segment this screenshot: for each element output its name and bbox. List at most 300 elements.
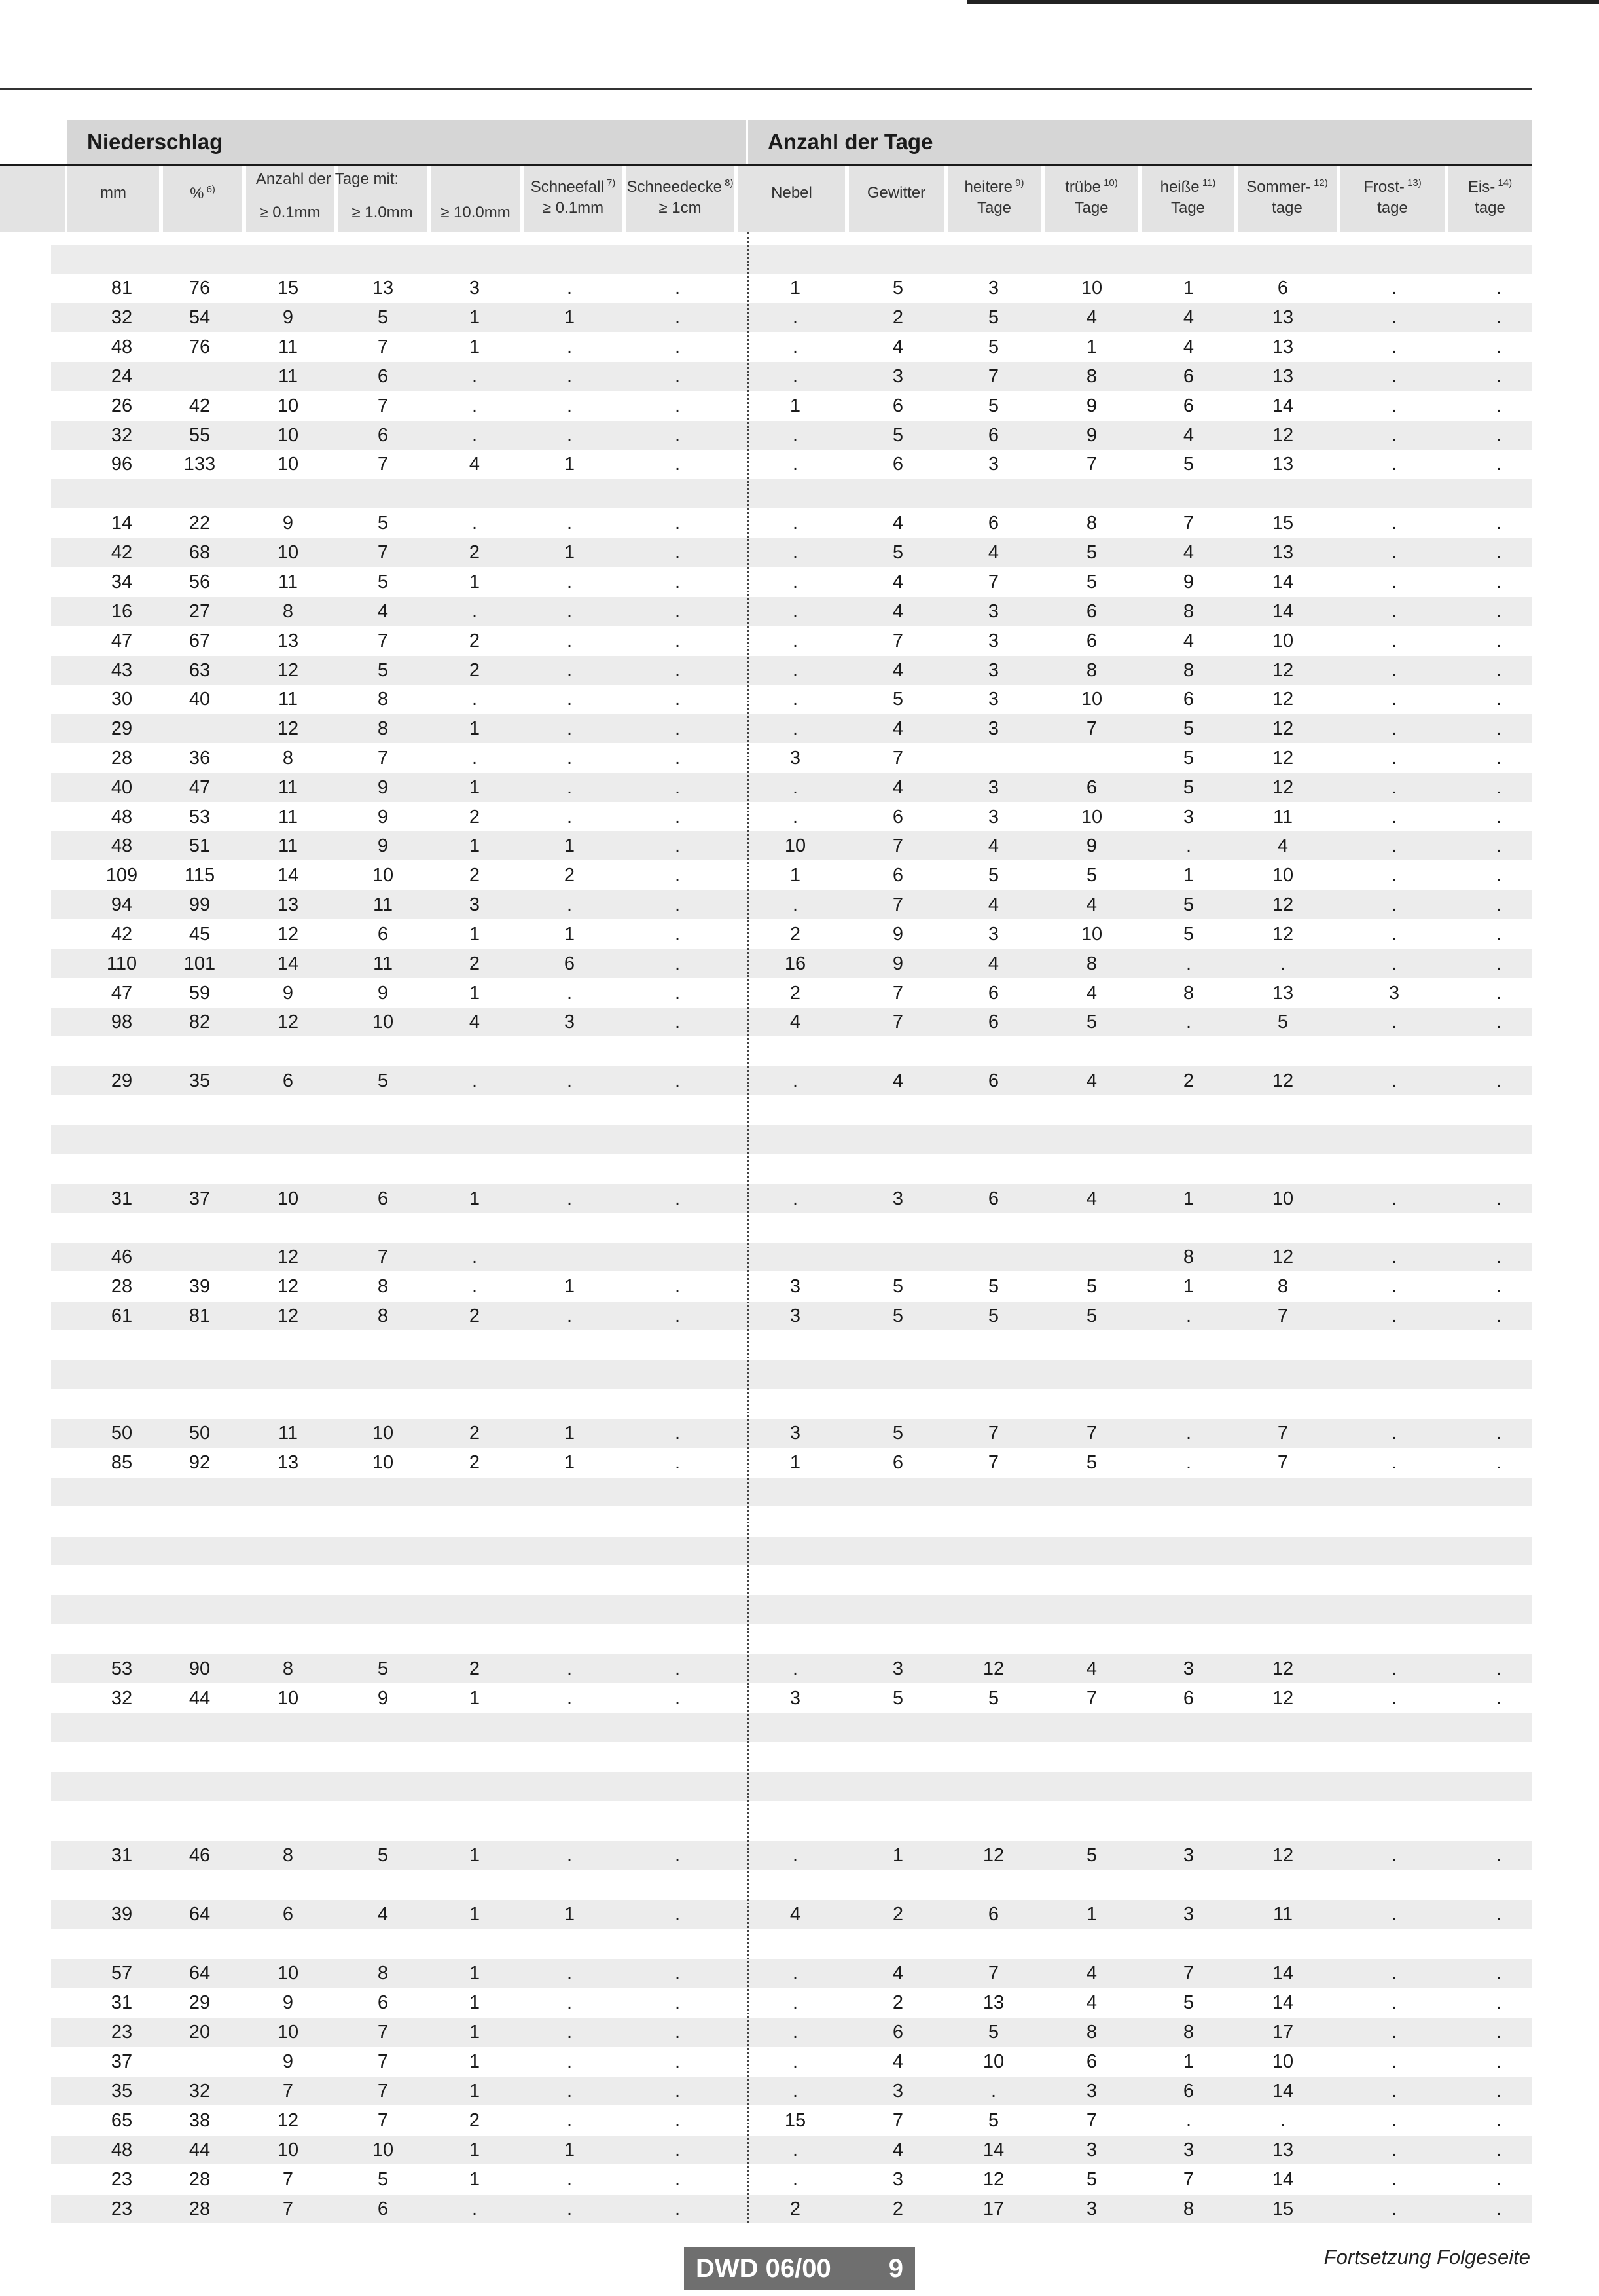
table-cell: 4 xyxy=(892,337,904,357)
table-cell: 1 xyxy=(1183,2051,1195,2072)
table-cell xyxy=(1046,1155,1138,1184)
table-cell xyxy=(1345,1929,1443,1958)
table-cell: 9 xyxy=(377,983,389,1004)
table-cell: 9 xyxy=(1086,395,1098,416)
table-cell: 6 xyxy=(377,924,389,945)
table-cell: 2 xyxy=(892,2198,904,2219)
table-cell: . xyxy=(792,630,799,651)
table-cell xyxy=(1345,1155,1443,1184)
table-cell xyxy=(849,1037,947,1066)
table-cell xyxy=(1046,1214,1138,1243)
table-cell: . xyxy=(566,1688,573,1709)
table-cell: 1 xyxy=(564,1452,575,1473)
table-row xyxy=(51,1302,1532,1330)
table-cell: 12 xyxy=(1272,748,1294,769)
table-cell xyxy=(337,1096,429,1125)
table-cell: 3 xyxy=(892,2081,904,2102)
table-cell xyxy=(1345,1037,1443,1066)
page-number: 9 xyxy=(888,2254,903,2283)
table-cell xyxy=(242,1096,334,1125)
table-cell: . xyxy=(1391,718,1397,739)
table-cell: 34 xyxy=(111,572,133,592)
table-cell: 94 xyxy=(111,894,133,915)
table-cell: . xyxy=(1280,953,1286,974)
table-cell: 53 xyxy=(111,1658,133,1679)
table-cell xyxy=(1234,1625,1332,1654)
table-cell xyxy=(82,1802,161,1831)
table-cell: 23 xyxy=(111,2022,133,2043)
table-cell: 10 xyxy=(277,454,299,475)
table-cell: 5 xyxy=(892,425,904,446)
table-cell xyxy=(624,1155,732,1184)
table-cell xyxy=(520,1566,619,1595)
table-cell: 12 xyxy=(982,1845,1005,1866)
table-cell: . xyxy=(1496,454,1502,475)
table-cell xyxy=(1234,1713,1332,1742)
table-cell: . xyxy=(674,395,681,416)
table-cell: 1 xyxy=(564,1423,575,1444)
table-cell: 14 xyxy=(277,865,299,886)
table-cell: . xyxy=(674,1070,681,1091)
table-cell xyxy=(1143,1713,1234,1742)
table-cell: 47 xyxy=(111,630,133,651)
table-cell xyxy=(749,1125,841,1154)
table-cell: 6 xyxy=(377,1188,389,1209)
table-cell: . xyxy=(674,983,681,1004)
table-cell: . xyxy=(566,601,573,622)
table-cell xyxy=(242,1595,334,1624)
table-cell xyxy=(337,1625,429,1654)
table-cell xyxy=(849,1243,947,1271)
table-cell: 5 xyxy=(1277,1011,1289,1032)
table-cell: . xyxy=(566,807,573,828)
table-cell xyxy=(1143,1096,1234,1125)
table-cell xyxy=(242,1478,334,1506)
table-cell xyxy=(624,1125,732,1154)
table-cell: . xyxy=(566,1070,573,1091)
table-cell: . xyxy=(471,689,478,710)
table-cell: 15 xyxy=(277,278,299,299)
table-cell xyxy=(624,479,732,508)
table-cell: . xyxy=(1496,748,1502,769)
table-cell xyxy=(1143,1537,1234,1565)
table-cell xyxy=(946,1037,1041,1066)
table-cell xyxy=(1046,1507,1138,1536)
table-cell: 2 xyxy=(789,924,801,945)
table-cell: 110 xyxy=(106,953,137,974)
table-cell: 7 xyxy=(892,748,904,769)
table-cell xyxy=(749,1566,841,1595)
table-row xyxy=(51,744,1532,773)
table-cell: 47 xyxy=(189,777,211,798)
table-cell: 8 xyxy=(377,1276,389,1297)
table-cell: . xyxy=(1391,630,1397,651)
table-cell xyxy=(242,1537,334,1565)
table-cell xyxy=(749,479,841,508)
table-cell: 5 xyxy=(892,1305,904,1326)
table-cell xyxy=(1143,1625,1234,1654)
table-cell xyxy=(1046,1743,1138,1772)
table-cell: 12 xyxy=(1272,777,1294,798)
table-cell: 39 xyxy=(189,1276,211,1297)
table-cell: 5 xyxy=(1183,924,1195,945)
table-cell: 7 xyxy=(1086,454,1098,475)
table-cell xyxy=(162,1802,238,1831)
table-cell: 3 xyxy=(892,1188,904,1209)
table-cell: . xyxy=(1496,601,1502,622)
table-cell: 10 xyxy=(372,1011,394,1032)
table-cell xyxy=(1234,1507,1332,1536)
table-cell xyxy=(1143,245,1234,274)
table-cell: 8 xyxy=(1183,2198,1195,2219)
table-cell xyxy=(1234,1537,1332,1565)
table-cell xyxy=(242,1802,334,1831)
table-cell: 9 xyxy=(1183,572,1195,592)
table-cell xyxy=(82,479,161,508)
table-cell xyxy=(624,1537,732,1565)
table-cell: . xyxy=(674,425,681,446)
table-cell: 5 xyxy=(377,572,389,592)
table-cell: 13 xyxy=(1272,366,1294,387)
table-cell xyxy=(946,1802,1041,1831)
table-cell: . xyxy=(1391,366,1397,387)
table-cell: 6 xyxy=(1086,777,1098,798)
table-cell xyxy=(1046,1360,1138,1389)
table-cell: . xyxy=(566,660,573,681)
table-cell xyxy=(749,1507,841,1536)
table-cell: 5 xyxy=(1183,718,1195,739)
table-cell: . xyxy=(792,307,799,328)
table-row xyxy=(51,303,1532,332)
table-cell: . xyxy=(674,2051,681,2072)
table-cell: 63 xyxy=(189,660,211,681)
table-cell xyxy=(1046,245,1138,274)
table-cell: . xyxy=(1391,513,1397,534)
table-cell: . xyxy=(566,425,573,446)
table-cell xyxy=(1143,1566,1234,1595)
table-cell xyxy=(427,1802,522,1831)
table-cell: . xyxy=(1496,689,1502,710)
table-cell: 13 xyxy=(277,1452,299,1473)
table-cell: 3 xyxy=(988,718,999,739)
table-cell: 5 xyxy=(1086,1011,1098,1032)
table-cell xyxy=(1453,1037,1545,1066)
table-cell: 5 xyxy=(377,2169,389,2190)
table-cell: 12 xyxy=(277,660,299,681)
table-cell: 1 xyxy=(469,2081,480,2102)
table-cell: . xyxy=(1496,660,1502,681)
table-cell xyxy=(946,1360,1041,1389)
table-cell: 4 xyxy=(1086,1188,1098,1209)
table-cell: . xyxy=(674,542,681,563)
table-cell: 90 xyxy=(189,1658,211,1679)
table-cell: . xyxy=(1496,307,1502,328)
table-cell xyxy=(427,1360,522,1389)
table-cell: . xyxy=(566,894,573,915)
table-cell xyxy=(749,1743,841,1772)
table-cell xyxy=(1046,1478,1138,1506)
table-cell: . xyxy=(566,337,573,357)
table-cell: 76 xyxy=(189,337,211,357)
table-cell: . xyxy=(566,2081,573,2102)
table-cell: . xyxy=(674,835,681,856)
table-cell: 10 xyxy=(1081,807,1103,828)
table-cell: . xyxy=(1391,953,1397,974)
table-cell: 5 xyxy=(988,1688,999,1709)
table-cell: 42 xyxy=(111,924,133,945)
table-cell: 5 xyxy=(988,395,999,416)
table-cell: 65 xyxy=(111,2110,133,2131)
table-cell: . xyxy=(1391,2169,1397,2190)
table-cell xyxy=(82,1360,161,1389)
table-cell: . xyxy=(1391,1423,1397,1444)
table-cell: . xyxy=(674,2169,681,2190)
table-cell xyxy=(242,1214,334,1243)
table-cell: 14 xyxy=(1272,2169,1294,2190)
table-cell: 6 xyxy=(988,983,999,1004)
table-cell: 1 xyxy=(1183,1188,1195,1209)
table-cell xyxy=(1345,1595,1443,1624)
table-cell: 7 xyxy=(892,2110,904,2131)
table-cell: . xyxy=(566,1658,573,1679)
table-cell xyxy=(1143,1802,1234,1831)
table-cell: 4 xyxy=(1086,983,1098,1004)
publication-code: DWD 06/00 xyxy=(696,2254,831,2283)
table-cell: 5 xyxy=(377,660,389,681)
table-cell: 15 xyxy=(1272,2198,1294,2219)
table-cell: . xyxy=(674,2140,681,2160)
table-cell: 3 xyxy=(892,1658,904,1679)
table-cell: 8 xyxy=(1183,601,1195,622)
header-rule xyxy=(0,88,1532,90)
table-cell: . xyxy=(471,395,478,416)
table-cell: 8 xyxy=(1086,366,1098,387)
table-cell xyxy=(427,1037,522,1066)
table-cell: 9 xyxy=(282,1992,294,2013)
table-cell xyxy=(82,1625,161,1654)
table-row xyxy=(51,1008,1532,1036)
table-cell: . xyxy=(1391,2198,1397,2219)
table-cell: 109 xyxy=(105,865,138,886)
table-cell: 28 xyxy=(111,1276,133,1297)
table-cell xyxy=(1345,479,1443,508)
table-cell xyxy=(749,1929,841,1958)
table-cell: 9 xyxy=(1086,835,1098,856)
table-cell: . xyxy=(1391,454,1397,475)
table-cell xyxy=(849,1331,947,1360)
table-cell xyxy=(624,1566,732,1595)
table-cell xyxy=(242,1507,334,1536)
table-cell: . xyxy=(1496,777,1502,798)
table-row xyxy=(51,685,1532,714)
column-header-10: heitere $^{9)}$ Tage xyxy=(948,166,1041,232)
table-cell xyxy=(242,1743,334,1772)
table-cell xyxy=(520,479,619,508)
left-margin-shade xyxy=(0,166,65,232)
table-cell: 5 xyxy=(377,307,389,328)
table-cell: . xyxy=(674,1904,681,1925)
table-cell: 4 xyxy=(1086,307,1098,328)
table-row xyxy=(51,773,1532,802)
table-cell: 13 xyxy=(277,630,299,651)
table-row xyxy=(51,1537,1532,1565)
table-cell: 5 xyxy=(1183,748,1195,769)
table-cell xyxy=(624,1478,732,1506)
table-cell xyxy=(1046,1096,1138,1125)
table-cell xyxy=(427,1214,522,1243)
table-cell: 4 xyxy=(1277,835,1289,856)
table-cell: 29 xyxy=(111,1070,133,1091)
table-cell: . xyxy=(1496,1423,1502,1444)
table-cell: 5 xyxy=(1086,1305,1098,1326)
table-cell xyxy=(1453,1929,1545,1958)
table-cell xyxy=(849,1802,947,1831)
table-cell xyxy=(624,1214,732,1243)
table-cell: 5 xyxy=(1086,572,1098,592)
table-cell: . xyxy=(566,689,573,710)
table-cell: 1 xyxy=(564,924,575,945)
table-cell: 5 xyxy=(892,689,904,710)
table-cell: 4 xyxy=(1086,894,1098,915)
table-cell xyxy=(337,245,429,274)
table-cell xyxy=(849,1390,947,1419)
table-cell: 10 xyxy=(372,865,394,886)
table-cell xyxy=(1345,1802,1443,1831)
table-cell: 4 xyxy=(988,894,999,915)
table-cell: 5 xyxy=(892,542,904,563)
section-title-niederschlag: Niederschlag xyxy=(67,120,746,164)
table-cell: . xyxy=(674,337,681,357)
table-cell: . xyxy=(566,1963,573,1984)
table-cell xyxy=(1046,1537,1138,1565)
table-cell xyxy=(1046,1713,1138,1742)
table-cell: 10 xyxy=(1272,630,1294,651)
table-cell: 3 xyxy=(1183,807,1195,828)
table-cell: . xyxy=(674,1658,681,1679)
table-cell: . xyxy=(1391,924,1397,945)
table-cell xyxy=(337,1870,429,1899)
table-cell xyxy=(520,1478,619,1506)
table-cell xyxy=(162,1331,238,1360)
table-cell: . xyxy=(566,1188,573,1209)
table-cell: 31 xyxy=(111,1992,133,2013)
table-cell xyxy=(849,1125,947,1154)
table-cell xyxy=(749,1331,841,1360)
table-cell: 54 xyxy=(189,307,211,328)
table-cell: . xyxy=(566,2169,573,2190)
table-cell: . xyxy=(1496,572,1502,592)
table-cell xyxy=(337,1537,429,1565)
table-cell: 4 xyxy=(892,572,904,592)
table-row xyxy=(51,1037,1532,1066)
table-row xyxy=(51,509,1532,538)
table-cell xyxy=(520,1214,619,1243)
table-cell: 7 xyxy=(377,2110,389,2131)
table-cell xyxy=(1453,1125,1545,1154)
table-cell xyxy=(946,1390,1041,1419)
table-cell: . xyxy=(674,601,681,622)
table-cell: 1 xyxy=(564,307,575,328)
table-cell xyxy=(624,1743,732,1772)
table-cell xyxy=(749,1537,841,1565)
table-cell: . xyxy=(1280,2110,1286,2131)
table-cell: 1 xyxy=(1086,1904,1098,1925)
table-cell: 12 xyxy=(982,2169,1005,2190)
table-cell: 50 xyxy=(189,1423,211,1444)
table-cell: . xyxy=(1496,924,1502,945)
table-cell: . xyxy=(1391,1305,1397,1326)
table-cell xyxy=(849,1566,947,1595)
table-cell: . xyxy=(674,1845,681,1866)
table-cell xyxy=(1453,1507,1545,1536)
table-cell: 4 xyxy=(892,660,904,681)
table-cell xyxy=(162,714,238,743)
table-row xyxy=(51,1214,1532,1243)
anzahl-tage-mit-label: Anzahl der Tage mit: xyxy=(255,170,399,188)
table-cell: 8 xyxy=(1183,1247,1195,1267)
table-cell xyxy=(337,1037,429,1066)
table-cell xyxy=(849,1772,947,1801)
table-cell: 5 xyxy=(892,1423,904,1444)
table-cell: 11 xyxy=(1272,807,1293,828)
table-cell: 11 xyxy=(1272,1904,1293,1925)
table-row xyxy=(51,831,1532,860)
table-cell: 10 xyxy=(277,1963,299,1984)
table-cell xyxy=(1143,1331,1234,1360)
table-row xyxy=(51,568,1532,596)
table-cell: . xyxy=(1496,865,1502,886)
table-cell xyxy=(1143,1595,1234,1624)
table-cell: 8 xyxy=(1086,2022,1098,2043)
table-cell: 4 xyxy=(789,1904,801,1925)
table-cell xyxy=(1046,1772,1138,1801)
table-cell: 3 xyxy=(469,894,480,915)
table-cell: 6 xyxy=(1086,601,1098,622)
table-cell xyxy=(946,1096,1041,1125)
table-cell: . xyxy=(566,1305,573,1326)
table-cell: 46 xyxy=(111,1247,133,1267)
table-row xyxy=(51,538,1532,567)
table-row xyxy=(51,1448,1532,1477)
table-cell xyxy=(427,1507,522,1536)
table-cell: . xyxy=(674,718,681,739)
column-header-7: Schneedecke $^{8)}$ ≥ 1cm xyxy=(626,166,734,232)
table-cell: 13 xyxy=(982,1992,1005,2013)
table-cell xyxy=(162,1478,238,1506)
table-cell: 5 xyxy=(377,1070,389,1091)
table-cell: 2 xyxy=(469,542,480,563)
table-cell: 38 xyxy=(189,2110,211,2131)
table-cell: . xyxy=(792,2022,799,2043)
table-cell: 4 xyxy=(469,1011,480,1032)
table-cell: 9 xyxy=(377,1688,389,1709)
table-cell: 11 xyxy=(278,777,298,798)
table-cell xyxy=(162,1096,238,1125)
table-cell xyxy=(849,1155,947,1184)
table-cell: 5 xyxy=(988,307,999,328)
table-cell: 101 xyxy=(183,953,216,974)
table-cell xyxy=(520,1772,619,1801)
table-row xyxy=(51,362,1532,391)
table-cell: 20 xyxy=(189,2022,211,2043)
table-cell: . xyxy=(674,1452,681,1473)
table-cell: 7 xyxy=(1086,2110,1098,2131)
table-cell: 17 xyxy=(982,2198,1005,2219)
table-cell: 15 xyxy=(784,2110,806,2131)
table-cell: . xyxy=(566,983,573,1004)
table-cell: 6 xyxy=(988,425,999,446)
table-cell xyxy=(1143,1772,1234,1801)
